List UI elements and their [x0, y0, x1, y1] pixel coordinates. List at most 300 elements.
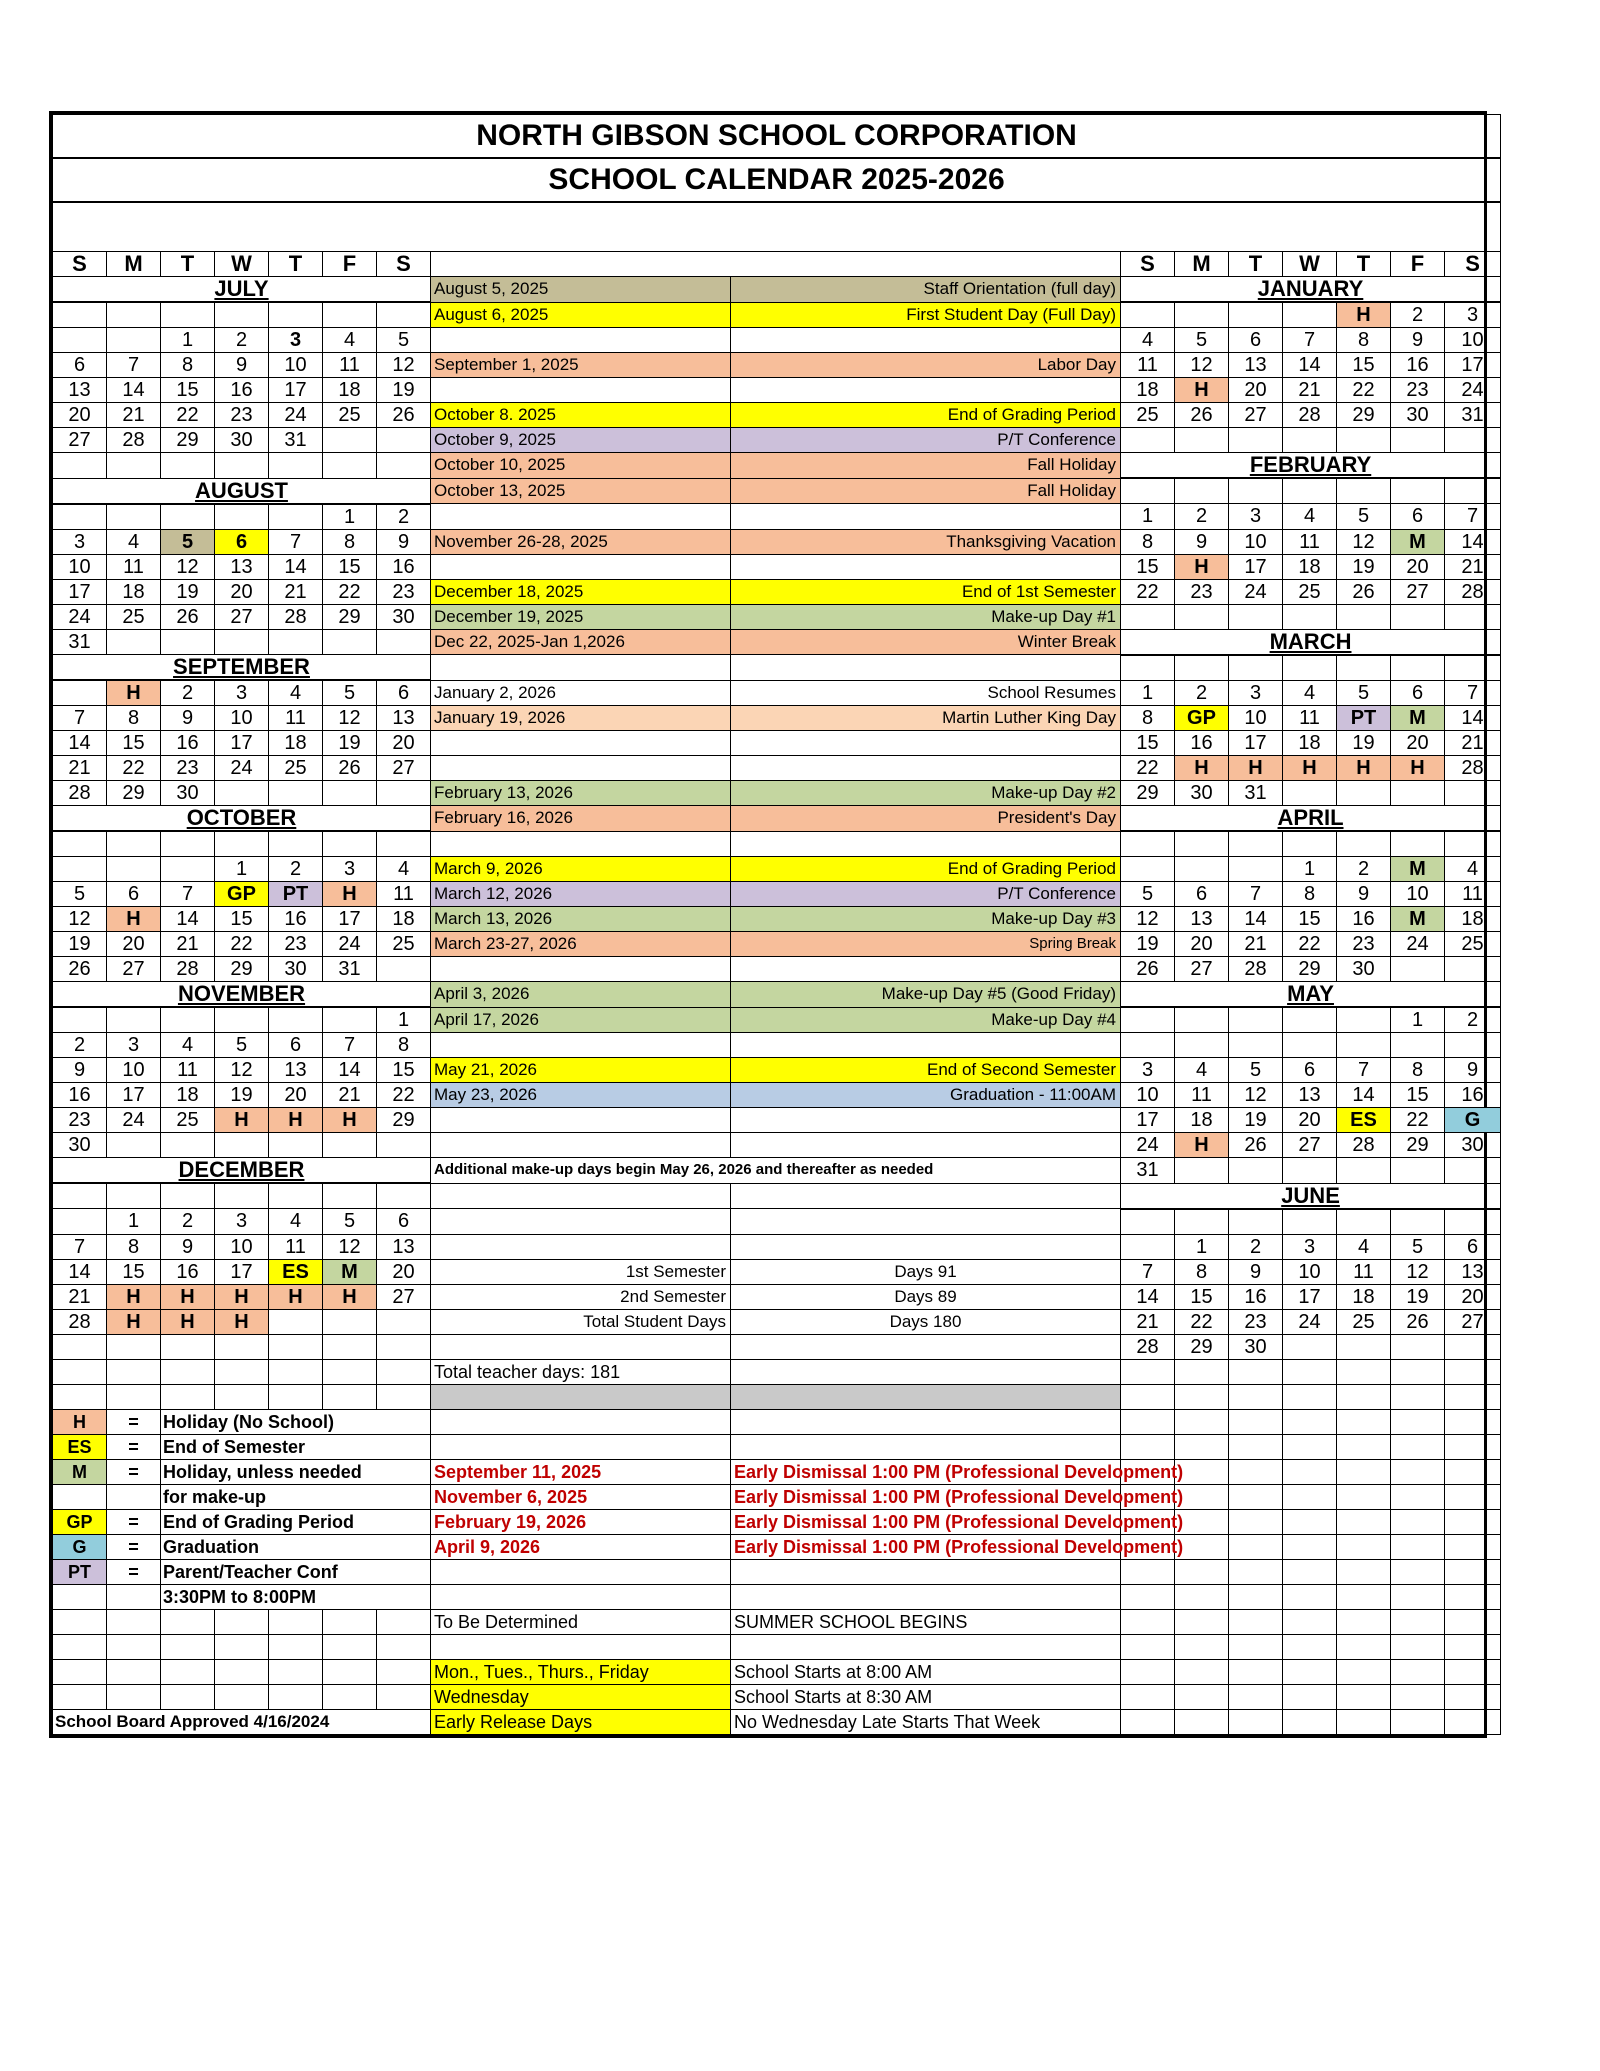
- blank: [1337, 1434, 1391, 1459]
- day-cell: 22: [323, 579, 377, 604]
- semester-label: 2nd Semester: [431, 1284, 731, 1309]
- blank: [1121, 1659, 1175, 1684]
- day-header: T: [269, 252, 323, 277]
- blank: [1445, 1359, 1501, 1384]
- day-cell: 3: [107, 1033, 161, 1058]
- day-cell: 16: [215, 378, 269, 403]
- blank: [161, 1659, 215, 1684]
- day-cell-gp: GP: [1175, 706, 1229, 731]
- day-cell: 25: [1121, 403, 1175, 428]
- blank: [1391, 1409, 1445, 1434]
- day-cell: [1121, 1234, 1175, 1259]
- event-date: [431, 1234, 731, 1259]
- day-cell: 17: [1445, 353, 1501, 378]
- blank: [215, 1609, 269, 1634]
- day-cell: 7: [53, 1234, 107, 1259]
- event-date: [431, 1209, 731, 1235]
- semester-label: 1st Semester: [431, 1259, 731, 1284]
- legend-code: G: [53, 1534, 107, 1559]
- day-cell: [1175, 302, 1229, 328]
- day-cell: 13: [1445, 1259, 1501, 1284]
- blank: [1283, 1709, 1337, 1734]
- day-cell: [161, 1334, 215, 1359]
- day-cell: 31: [1121, 1158, 1175, 1184]
- event-date: [431, 504, 731, 530]
- day-cell: 10: [215, 1234, 269, 1259]
- day-cell: [1391, 428, 1445, 453]
- day-cell: 11: [1175, 1083, 1229, 1108]
- blank: [1229, 1534, 1283, 1559]
- blank: [107, 1634, 161, 1659]
- calendar-row: [53, 158, 1501, 202]
- blank: [1283, 1509, 1337, 1534]
- calendar-row: [53, 806, 1501, 832]
- day-cell: 30: [1229, 1334, 1283, 1359]
- blank: [215, 1659, 269, 1684]
- event-desc: [731, 731, 1121, 756]
- day-cell: 3: [215, 1209, 269, 1235]
- blank: [1121, 1434, 1175, 1459]
- blank: [269, 1359, 323, 1384]
- blank: [1121, 1384, 1175, 1409]
- day-cell: 20: [1283, 1108, 1337, 1133]
- blank: [161, 1359, 215, 1384]
- calendar-row: [53, 302, 1501, 328]
- day-cell: 31: [1229, 781, 1283, 806]
- blank: [1283, 1384, 1337, 1409]
- day-cell: 27: [1175, 957, 1229, 982]
- day-cell-h: H: [1229, 756, 1283, 781]
- day-cell: 11: [1283, 706, 1337, 731]
- day-cell: 10: [1229, 706, 1283, 731]
- day-cell: 29: [1337, 403, 1391, 428]
- event-desc: Make-up Day #4: [731, 1007, 1121, 1033]
- event-desc: Winter Break: [731, 629, 1121, 655]
- day-cell: 11: [323, 353, 377, 378]
- day-cell: 2: [215, 328, 269, 353]
- day-cell: 2: [53, 1033, 107, 1058]
- blank: [1391, 1584, 1445, 1609]
- day-cell: [1283, 831, 1337, 857]
- blank: [1391, 1609, 1445, 1634]
- day-cell: [377, 1309, 431, 1334]
- calendar-row: [53, 1484, 1501, 1509]
- day-cell-m: M: [1391, 857, 1445, 882]
- day-cell: [1391, 478, 1445, 504]
- day-cell: [1391, 831, 1445, 857]
- day-cell: 12: [215, 1058, 269, 1083]
- blank: [1445, 1384, 1501, 1409]
- day-cell: [377, 629, 431, 655]
- day-cell: [1337, 1007, 1391, 1033]
- calendar-row: [53, 403, 1501, 428]
- day-cell: 13: [1283, 1083, 1337, 1108]
- blank: [1445, 1434, 1501, 1459]
- event-date: October 13, 2025: [431, 478, 731, 504]
- day-cell: 1: [161, 328, 215, 353]
- day-cell: [107, 328, 161, 353]
- day-cell: [161, 504, 215, 530]
- day-cell: [377, 957, 431, 982]
- day-cell: 26: [161, 604, 215, 629]
- day-cell: 17: [1121, 1108, 1175, 1133]
- day-cell: [215, 453, 269, 479]
- event-date: August 6, 2025: [431, 302, 731, 328]
- day-cell: 27: [107, 957, 161, 982]
- day-cell-es: ES: [1337, 1108, 1391, 1133]
- day-cell: [377, 428, 431, 453]
- event-desc: P/T Conference: [731, 428, 1121, 453]
- day-cell: 9: [1175, 529, 1229, 554]
- blank: [1229, 1459, 1283, 1484]
- day-cell: 8: [107, 706, 161, 731]
- blank: [1445, 1534, 1501, 1559]
- legend-text: Parent/Teacher Conf: [161, 1559, 431, 1584]
- grey-bar: [431, 1384, 731, 1409]
- event-desc: Fall Holiday: [731, 478, 1121, 504]
- day-cell: [323, 428, 377, 453]
- day-cell: 18: [1337, 1284, 1391, 1309]
- day-cell: [1229, 857, 1283, 882]
- day-cell: 28: [1337, 1133, 1391, 1158]
- blank: [1445, 1459, 1501, 1484]
- day-cell: [53, 1334, 107, 1359]
- day-cell: 12: [1175, 353, 1229, 378]
- blank: [1445, 1509, 1501, 1534]
- event-desc: Martin Luther King Day: [731, 706, 1121, 731]
- day-cell: 11: [377, 882, 431, 907]
- day-cell: 4: [1283, 504, 1337, 530]
- day-cell: 26: [53, 957, 107, 982]
- day-cell: 1: [377, 1007, 431, 1033]
- legend-eq: [107, 1584, 161, 1609]
- day-header: S: [53, 252, 107, 277]
- day-cell: 7: [1445, 680, 1501, 706]
- start-days: Wednesday: [431, 1684, 731, 1709]
- month-name: NOVEMBER: [53, 982, 431, 1008]
- school-calendar-sheet: [49, 111, 1487, 1738]
- day-cell: 23: [269, 932, 323, 957]
- event-date: October 9, 2025: [431, 428, 731, 453]
- blank: [1283, 1359, 1337, 1384]
- day-cell: [107, 1334, 161, 1359]
- calendar-row: [53, 277, 1501, 303]
- day-cell: 13: [269, 1058, 323, 1083]
- day-cell: 22: [161, 403, 215, 428]
- day-cell: 28: [1445, 756, 1501, 781]
- day-cell: 27: [377, 1284, 431, 1309]
- calendar-row: [53, 1559, 1501, 1584]
- day-cell: 8: [107, 1234, 161, 1259]
- day-cell: 17: [1283, 1284, 1337, 1309]
- day-cell: 1: [323, 504, 377, 530]
- calendar-row: [53, 957, 1501, 982]
- day-cell: [1121, 604, 1175, 629]
- day-cell: 26: [1337, 579, 1391, 604]
- blank: [161, 1684, 215, 1709]
- month-name: AUGUST: [53, 478, 431, 504]
- calendar-row: [53, 1083, 1501, 1108]
- early-dismissal-text: Early Dismissal 1:00 PM (Professional Development): [731, 1534, 1121, 1559]
- day-cell: [323, 302, 377, 328]
- day-cell: 18: [161, 1083, 215, 1108]
- day-cell: 15: [377, 1058, 431, 1083]
- day-cell: 4: [269, 680, 323, 706]
- day-cell: 13: [1229, 353, 1283, 378]
- event-date: [431, 554, 731, 579]
- day-cell: 24: [107, 1108, 161, 1133]
- event-desc: [731, 957, 1121, 982]
- blank: [269, 1384, 323, 1409]
- blank: [431, 1559, 731, 1584]
- event-desc: School Resumes: [731, 680, 1121, 706]
- day-cell: 15: [107, 1259, 161, 1284]
- day-cell: 17: [1229, 554, 1283, 579]
- day-cell: 5: [377, 328, 431, 353]
- day-cell: 15: [161, 378, 215, 403]
- day-cell-es: ES: [269, 1259, 323, 1284]
- day-cell: 13: [53, 378, 107, 403]
- day-cell: 21: [161, 932, 215, 957]
- day-cell: [1229, 1007, 1283, 1033]
- event-date: November 26-28, 2025: [431, 529, 731, 554]
- event-desc: [731, 328, 1121, 353]
- day-cell: 24: [323, 932, 377, 957]
- month-name: MAY: [1121, 982, 1501, 1008]
- blank: [1391, 1659, 1445, 1684]
- day-cell: 21: [53, 756, 107, 781]
- day-cell: [1337, 655, 1391, 681]
- day-cell: [1175, 655, 1229, 681]
- semester-days: Days 91: [731, 1259, 1121, 1284]
- day-cell: 19: [1337, 554, 1391, 579]
- blank: [53, 1384, 107, 1409]
- day-cell: 12: [1391, 1259, 1445, 1284]
- day-cell: 23: [1175, 579, 1229, 604]
- day-cell: [1229, 1033, 1283, 1058]
- event-date: October 10, 2025: [431, 453, 731, 479]
- day-cell: [53, 680, 107, 706]
- legend-code: H: [53, 1409, 107, 1434]
- event-date: January 2, 2026: [431, 680, 731, 706]
- legend-code: ES: [53, 1434, 107, 1459]
- summer-date: To Be Determined: [431, 1609, 731, 1634]
- day-cell: 1: [215, 857, 269, 882]
- day-cell-h: H: [107, 1284, 161, 1309]
- blank: [1283, 1434, 1337, 1459]
- day-cell: [161, 629, 215, 655]
- day-cell: [1445, 1209, 1501, 1235]
- day-cell: 31: [53, 629, 107, 655]
- day-cell-h: H: [1337, 756, 1391, 781]
- calendar-row: [53, 504, 1501, 530]
- day-cell: [1121, 655, 1175, 681]
- event-desc: End of 1st Semester: [731, 579, 1121, 604]
- semester-label: Total Student Days: [431, 1309, 731, 1334]
- calendar-row: [53, 706, 1501, 731]
- event-date: May 21, 2026: [431, 1058, 731, 1083]
- day-cell: [1445, 428, 1501, 453]
- blank: [1229, 1559, 1283, 1584]
- day-cell: 9: [377, 529, 431, 554]
- day-cell: [107, 1007, 161, 1033]
- blank: [1337, 1634, 1391, 1659]
- day-cell: 18: [1283, 554, 1337, 579]
- day-cell: 3: [1283, 1234, 1337, 1259]
- day-cell: [161, 1007, 215, 1033]
- calendar-row: [53, 1309, 1501, 1334]
- blank: [1337, 1659, 1391, 1684]
- day-cell: [1283, 428, 1337, 453]
- blank: [1229, 1359, 1283, 1384]
- day-cell: 14: [1445, 529, 1501, 554]
- day-cell: [1229, 1158, 1283, 1184]
- day-cell: 8: [323, 529, 377, 554]
- day-cell: 3: [1121, 1058, 1175, 1083]
- day-cell: [323, 453, 377, 479]
- event-desc: Spring Break: [731, 932, 1121, 957]
- blank: [1283, 1659, 1337, 1684]
- day-cell: 5: [1337, 504, 1391, 530]
- day-cell: 16: [161, 1259, 215, 1284]
- day-cell: [1391, 1158, 1445, 1184]
- month-name: SEPTEMBER: [53, 655, 431, 681]
- day-cell: 20: [107, 932, 161, 957]
- day-cell: 10: [107, 1058, 161, 1083]
- day-cell: [107, 1133, 161, 1158]
- event-spacer: [431, 252, 1121, 277]
- day-cell: 5: [1175, 328, 1229, 353]
- day-cell: 7: [53, 706, 107, 731]
- day-cell: 14: [1229, 907, 1283, 932]
- day-cell: 24: [1121, 1133, 1175, 1158]
- calendar-row: [53, 554, 1501, 579]
- day-cell: 19: [1229, 1108, 1283, 1133]
- calendar-row: [53, 1259, 1501, 1284]
- day-cell: [107, 453, 161, 479]
- day-cell: 14: [1121, 1284, 1175, 1309]
- day-cell: 4: [1337, 1234, 1391, 1259]
- blank: [107, 1359, 161, 1384]
- day-cell-h: H: [215, 1309, 269, 1334]
- day-cell: 27: [1445, 1309, 1501, 1334]
- day-cell: 10: [53, 554, 107, 579]
- day-cell: 24: [1445, 378, 1501, 403]
- blank: [1391, 1509, 1445, 1534]
- day-cell: 19: [1391, 1284, 1445, 1309]
- legend-text: for make-up: [161, 1484, 431, 1509]
- month-name: OCTOBER: [53, 806, 431, 832]
- day-cell: 14: [1337, 1083, 1391, 1108]
- event-date: [431, 831, 731, 857]
- day-cell: 14: [107, 378, 161, 403]
- day-cell: [1445, 957, 1501, 982]
- day-cell: 25: [269, 756, 323, 781]
- day-cell: 24: [1283, 1309, 1337, 1334]
- blank: [1445, 1609, 1501, 1634]
- day-cell: 21: [1121, 1309, 1175, 1334]
- day-cell: [269, 1334, 323, 1359]
- day-cell: 30: [1337, 957, 1391, 982]
- event-desc: Fall Holiday: [731, 453, 1121, 479]
- day-cell: 21: [107, 403, 161, 428]
- day-cell: 31: [323, 957, 377, 982]
- day-cell: [377, 453, 431, 479]
- day-cell: 7: [1337, 1058, 1391, 1083]
- event-date: September 1, 2025: [431, 353, 731, 378]
- calendar-row: [53, 1409, 1501, 1434]
- event-desc: End of Second Semester: [731, 1058, 1121, 1083]
- calendar-row: [53, 1509, 1501, 1534]
- day-cell: 20: [1175, 932, 1229, 957]
- day-cell: [1337, 1033, 1391, 1058]
- blank: [1445, 1584, 1501, 1609]
- day-cell: 30: [53, 1133, 107, 1158]
- calendar-row: [53, 328, 1501, 353]
- day-cell: 20: [1445, 1284, 1501, 1309]
- day-cell: [1391, 655, 1445, 681]
- day-cell: 20: [1391, 731, 1445, 756]
- day-cell: 28: [53, 1309, 107, 1334]
- day-cell: 10: [1391, 882, 1445, 907]
- legend-code: GP: [53, 1509, 107, 1534]
- day-cell-m: M: [1391, 706, 1445, 731]
- day-cell: [1175, 1158, 1229, 1184]
- day-cell: 30: [215, 428, 269, 453]
- day-cell: [161, 831, 215, 857]
- day-cell: [215, 629, 269, 655]
- day-cell: 19: [323, 731, 377, 756]
- day-cell: [1121, 1007, 1175, 1033]
- day-cell: [269, 781, 323, 806]
- day-cell: [53, 302, 107, 328]
- blank: [1121, 1359, 1175, 1384]
- event-desc: First Student Day (Full Day): [731, 302, 1121, 328]
- day-cell-h: H: [107, 680, 161, 706]
- event-date: February 16, 2026: [431, 806, 731, 832]
- day-cell: 3: [1445, 302, 1501, 328]
- day-cell-h: H: [323, 882, 377, 907]
- spacer: [53, 202, 1501, 252]
- blank: [1175, 1434, 1229, 1459]
- day-cell: [1229, 302, 1283, 328]
- day-cell: 6: [377, 680, 431, 706]
- day-cell: 4: [1283, 680, 1337, 706]
- blank: [1337, 1709, 1391, 1734]
- early-dismissal-text: Early Dismissal 1:00 PM (Professional Development): [731, 1459, 1121, 1484]
- day-cell-pt: PT: [1337, 706, 1391, 731]
- blank: [1283, 1584, 1337, 1609]
- day-cell: 3: [215, 680, 269, 706]
- early-dismissal-date: September 11, 2025: [431, 1459, 731, 1484]
- blank: [323, 1659, 377, 1684]
- day-cell: 20: [377, 1259, 431, 1284]
- blank: [323, 1609, 377, 1634]
- day-cell: [1229, 1209, 1283, 1235]
- day-cell: 7: [1121, 1259, 1175, 1284]
- blank: [1229, 1659, 1283, 1684]
- blank: [1121, 1609, 1175, 1634]
- day-cell: 9: [161, 706, 215, 731]
- day-cell: 16: [1175, 731, 1229, 756]
- day-cell: 29: [1121, 781, 1175, 806]
- day-cell: 26: [1229, 1133, 1283, 1158]
- day-cell: [323, 1007, 377, 1033]
- calendar-row: [53, 1183, 1501, 1209]
- day-cell-h: H: [1175, 378, 1229, 403]
- day-cell: 4: [1175, 1058, 1229, 1083]
- blank: [431, 1584, 731, 1609]
